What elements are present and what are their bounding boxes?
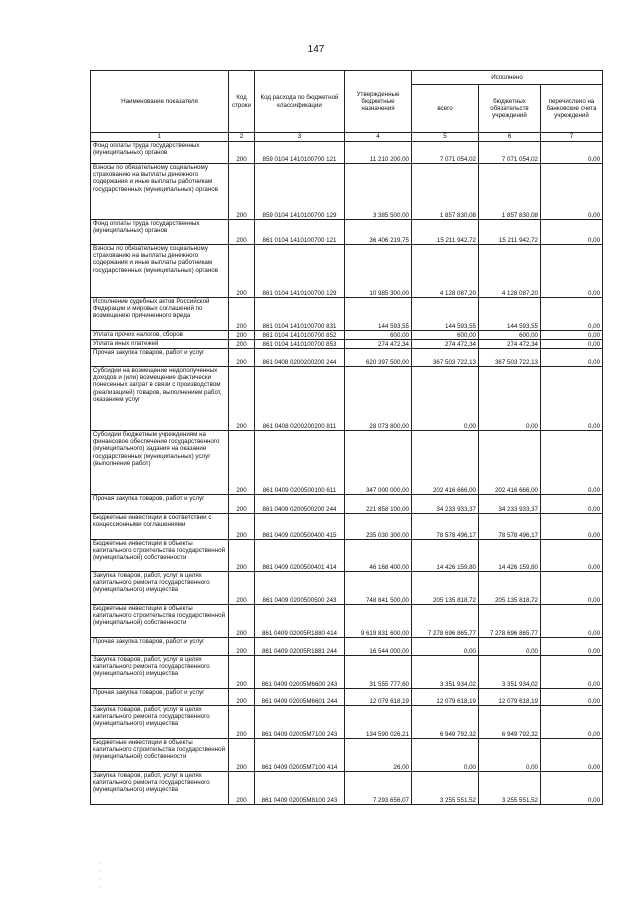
row-line-code-cell: 200 [229, 772, 255, 805]
row-transferred-cell: 0,00 [541, 572, 603, 605]
row-transferred-cell: 0,00 [541, 349, 603, 367]
row-approved-cell: 26,00 [345, 739, 412, 772]
row-total-cell: 6 949 792,32 [412, 706, 479, 739]
row-institutions-cell: 205 135 818,72 [479, 572, 541, 605]
row-name-cell: Бюджетные инвестиции в объекты капитального строительства государственной (муниципальной) собственности [91, 739, 229, 772]
row-total-cell: 4 128 087,20 [412, 245, 479, 298]
row-budget-code-cell: 859 0104 1410100700 121 [255, 142, 345, 164]
table-row [91, 331, 603, 340]
header-institutions: бюджетных обязательств учреждений [479, 85, 541, 133]
row-total-cell: 12 079 618,19 [412, 689, 479, 706]
row-line-code-cell: 200 [229, 245, 255, 298]
header-total: всего [412, 85, 479, 133]
row-institutions-cell: 600,00 [479, 331, 541, 340]
row-total-cell: 78 578 496,17 [412, 514, 479, 540]
column-number: 1 [91, 133, 229, 142]
row-line-code-cell: 200 [229, 656, 255, 689]
row-institutions-cell: 202 416 666,00 [479, 431, 541, 495]
row-total-cell: 3 255 551,52 [412, 772, 479, 805]
table-row [91, 298, 603, 331]
row-institutions-cell: 12 079 618,19 [479, 689, 541, 706]
row-total-cell: 0,00 [412, 367, 479, 431]
row-transferred-cell: 0,00 [541, 340, 603, 349]
row-name-cell: Закупка товаров, работ, услуг в целях капитального ремонта государственного (муниципального) имущества [91, 706, 229, 739]
row-approved-cell: 46 168 400,00 [345, 540, 412, 572]
row-name-cell: Фонд оплаты труда государственных (муниципальных) органов [91, 142, 229, 164]
row-approved-cell: 144 593,55 [345, 298, 412, 331]
row-name-cell: Прочая закупка товаров, работ и услуг [91, 689, 229, 706]
row-budget-code-cell: 861 0409 02005M6601 244 [255, 689, 345, 706]
table-row [91, 340, 603, 349]
row-total-cell: 1 857 830,08 [412, 164, 479, 220]
row-approved-cell: 9 619 831 600,00 [345, 605, 412, 638]
row-total-cell: 202 416 666,00 [412, 431, 479, 495]
row-transferred-cell: 0,00 [541, 495, 603, 514]
row-transferred-cell: 0,00 [541, 142, 603, 164]
row-total-cell: 600,00 [412, 331, 479, 340]
row-line-code-cell: 200 [229, 739, 255, 772]
row-line-code-cell: 200 [229, 605, 255, 638]
scan-artifact: · · · · [100, 861, 102, 891]
row-approved-cell: 3 385 500,00 [345, 164, 412, 220]
row-total-cell: 3 351 934,02 [412, 656, 479, 689]
row-budget-code-cell: 861 0104 1410100700 121 [255, 220, 345, 245]
row-transferred-cell: 0,00 [541, 331, 603, 340]
row-approved-cell: 274 472,34 [345, 340, 412, 349]
row-name-cell: Взносы по обязательному социальному страхованию на выплаты денежного содержания и иные выплаты работникам государственных (муниципальных) органов [91, 164, 229, 220]
row-total-cell: 274 472,34 [412, 340, 479, 349]
table-row [91, 572, 603, 605]
row-line-code-cell: 200 [229, 638, 255, 656]
table-row [91, 605, 603, 638]
row-transferred-cell: 0,00 [541, 367, 603, 431]
row-approved-cell: 134 590 026,21 [345, 706, 412, 739]
column-number-row [91, 133, 603, 142]
table-row [91, 706, 603, 739]
row-total-cell: 144 593,55 [412, 298, 479, 331]
row-transferred-cell: 0,00 [541, 706, 603, 739]
row-total-cell: 7 278 696 865,77 [412, 605, 479, 638]
table-row [91, 638, 603, 656]
column-number: 5 [412, 133, 479, 142]
row-approved-cell: 11 210 200,00 [345, 142, 412, 164]
row-institutions-cell: 15 211 942,72 [479, 220, 541, 245]
row-name-cell: Закупка товаров, работ, услуг в целях капитального ремонта государственного (муниципального) имущества [91, 656, 229, 689]
row-name-cell: Бюджетные инвестиции в объекты капитального строительства государственной (муниципальной) собственности [91, 605, 229, 638]
row-approved-cell: 28 073 800,00 [345, 367, 412, 431]
row-budget-code-cell: 861 0104 1410100700 831 [255, 298, 345, 331]
row-budget-code-cell: 861 0409 02005R1881 244 [255, 638, 345, 656]
row-line-code-cell: 200 [229, 367, 255, 431]
row-budget-code-cell: 861 0409 02005R1880 414 [255, 605, 345, 638]
row-transferred-cell: 0,00 [541, 605, 603, 638]
row-transferred-cell: 0,00 [541, 689, 603, 706]
row-budget-code-cell: 859 0104 1410100700 129 [255, 164, 345, 220]
table-row [91, 540, 603, 572]
row-approved-cell: 31 555 777,60 [345, 656, 412, 689]
row-budget-code-cell: 861 0408 0200200200 811 [255, 367, 345, 431]
row-approved-cell: 748 841 500,00 [345, 572, 412, 605]
row-transferred-cell: 0,00 [541, 164, 603, 220]
header-name: Наименование показателя [91, 71, 229, 133]
table-row [91, 349, 603, 367]
table-row [91, 772, 603, 805]
table-row [91, 367, 603, 431]
row-institutions-cell: 274 472,34 [479, 340, 541, 349]
row-transferred-cell: 0,00 [541, 298, 603, 331]
row-line-code-cell: 200 [229, 495, 255, 514]
header-transferred: перечислено на банковские счета учреждений [541, 85, 603, 133]
row-budget-code-cell: 861 0409 0200500500 243 [255, 572, 345, 605]
row-approved-cell: 600,00 [345, 331, 412, 340]
table-row [91, 142, 603, 164]
row-institutions-cell: 78 578 496,17 [479, 514, 541, 540]
row-total-cell: 15 211 942,72 [412, 220, 479, 245]
row-budget-code-cell: 861 0408 0200200200 244 [255, 349, 345, 367]
table-row [91, 739, 603, 772]
row-total-cell: 7 071 054,02 [412, 142, 479, 164]
row-name-cell: Субсидии на возмещение недополученных доходов и (или) возмещение фактически понесенных затрат в связи с производством (реализацией) товаров, выполнением работ, оказанием услуг [91, 367, 229, 431]
row-name-cell: Бюджетные инвестиции в соответствии с концессионными соглашениями [91, 514, 229, 540]
table-row [91, 689, 603, 706]
row-institutions-cell: 6 949 792,32 [479, 706, 541, 739]
column-number: 3 [255, 133, 345, 142]
row-budget-code-cell: 861 0409 0200500100 611 [255, 431, 345, 495]
row-institutions-cell: 367 503 722,13 [479, 349, 541, 367]
row-line-code-cell: 200 [229, 349, 255, 367]
row-name-cell: Исполнение судебных актов Российской Федерации и мировых соглашений по возмещению причиненного вреда [91, 298, 229, 331]
row-institutions-cell: 1 857 830,08 [479, 164, 541, 220]
row-approved-cell: 12 079 618,19 [345, 689, 412, 706]
table-row [91, 220, 603, 245]
row-transferred-cell: 0,00 [541, 656, 603, 689]
header-budget-code: Код расхода по бюджетной классификации [255, 71, 345, 133]
row-name-cell: Взносы по обязательному социальному страхованию на выплаты денежного содержания и иные выплаты работникам государственных (муниципальных) органов [91, 245, 229, 298]
row-approved-cell: 221 858 100,00 [345, 495, 412, 514]
row-line-code-cell: 200 [229, 514, 255, 540]
row-approved-cell: 620 397 500,00 [345, 349, 412, 367]
header-line-code: Код строки [229, 71, 255, 133]
row-transferred-cell: 0,00 [541, 514, 603, 540]
row-budget-code-cell: 861 0409 02005M6600 243 [255, 656, 345, 689]
row-institutions-cell: 0,00 [479, 367, 541, 431]
column-number: 2 [229, 133, 255, 142]
row-budget-code-cell: 861 0409 02005M8100 243 [255, 772, 345, 805]
row-approved-cell: 347 000 000,00 [345, 431, 412, 495]
row-institutions-cell: 0,00 [479, 638, 541, 656]
header-approved: Утвержденные бюджетные назначения [345, 71, 412, 133]
row-budget-code-cell: 861 0409 02005M7100 414 [255, 739, 345, 772]
row-transferred-cell: 0,00 [541, 245, 603, 298]
table-row [91, 431, 603, 495]
row-budget-code-cell: 861 0104 1410100700 853 [255, 340, 345, 349]
row-transferred-cell: 0,00 [541, 638, 603, 656]
row-name-cell: Уплата прочих налогов, сборов [91, 331, 229, 340]
row-name-cell: Прочая закупка товаров, работ и услуг [91, 495, 229, 514]
row-line-code-cell: 200 [229, 340, 255, 349]
row-line-code-cell: 200 [229, 298, 255, 331]
row-institutions-cell: 0,00 [479, 739, 541, 772]
table-row [91, 656, 603, 689]
row-institutions-cell: 7 071 054,02 [479, 142, 541, 164]
row-total-cell: 0,00 [412, 739, 479, 772]
row-total-cell: 205 135 818,72 [412, 572, 479, 605]
table-row [91, 495, 603, 514]
row-budget-code-cell: 861 0409 0200500400 415 [255, 514, 345, 540]
row-budget-code-cell: 861 0409 0200500401 414 [255, 540, 345, 572]
table-row [91, 514, 603, 540]
row-line-code-cell: 200 [229, 706, 255, 739]
row-total-cell: 0,00 [412, 638, 479, 656]
row-transferred-cell: 0,00 [541, 739, 603, 772]
row-approved-cell: 36 406 219,75 [345, 220, 412, 245]
row-line-code-cell: 200 [229, 142, 255, 164]
row-line-code-cell: 200 [229, 220, 255, 245]
row-total-cell: 34 233 933,37 [412, 495, 479, 514]
table-row [91, 245, 603, 298]
row-institutions-cell: 3 351 934,02 [479, 656, 541, 689]
column-number: 6 [479, 133, 541, 142]
row-name-cell: Прочая закупка товаров, работ и услуг [91, 638, 229, 656]
table-row [91, 164, 603, 220]
row-institutions-cell: 14 426 159,80 [479, 540, 541, 572]
row-name-cell: Субсидии бюджетным учреждениям на финансовое обеспечение государственного (муниципального) задания на оказание государственных (муниципальных) услуг (выполнение работ) [91, 431, 229, 495]
row-approved-cell: 10 985 300,00 [345, 245, 412, 298]
column-number: 7 [541, 133, 603, 142]
row-approved-cell: 235 030 300,00 [345, 514, 412, 540]
row-institutions-cell: 144 593,55 [479, 298, 541, 331]
row-budget-code-cell: 861 0409 0200500200 244 [255, 495, 345, 514]
row-name-cell: Фонд оплаты труда государственных (муниципальных) органов [91, 220, 229, 245]
row-institutions-cell: 3 255 551,52 [479, 772, 541, 805]
row-name-cell: Прочая закупка товаров, работ и услуг [91, 349, 229, 367]
row-transferred-cell: 0,00 [541, 431, 603, 495]
row-approved-cell: 7 293 656,07 [345, 772, 412, 805]
row-total-cell: 14 426 159,80 [412, 540, 479, 572]
row-transferred-cell: 0,00 [541, 772, 603, 805]
row-name-cell: Бюджетные инвестиции в объекты капитального строительства государственной (муниципальной) собственности [91, 540, 229, 572]
row-budget-code-cell: 861 0104 1410100700 129 [255, 245, 345, 298]
row-line-code-cell: 200 [229, 331, 255, 340]
row-name-cell: Уплата иных платежей [91, 340, 229, 349]
row-line-code-cell: 200 [229, 431, 255, 495]
row-transferred-cell: 0,00 [541, 220, 603, 245]
column-number: 4 [345, 133, 412, 142]
row-budget-code-cell: 861 0409 02005M7100 243 [255, 706, 345, 739]
row-institutions-cell: 7 278 696 865,77 [479, 605, 541, 638]
row-name-cell: Закупка товаров, работ, услуг в целях капитального ремонта государственного (муниципального) имущества [91, 572, 229, 605]
row-transferred-cell: 0,00 [541, 540, 603, 572]
row-institutions-cell: 4 128 087,20 [479, 245, 541, 298]
row-line-code-cell: 200 [229, 572, 255, 605]
row-total-cell: 367 503 722,13 [412, 349, 479, 367]
row-line-code-cell: 200 [229, 540, 255, 572]
page-number: 147 [307, 44, 325, 55]
table-body [91, 142, 603, 805]
row-line-code-cell: 200 [229, 689, 255, 706]
row-approved-cell: 16 544 000,00 [345, 638, 412, 656]
row-budget-code-cell: 861 0104 1410100700 852 [255, 331, 345, 340]
header-executed: Исполнено [412, 71, 603, 85]
budget-execution-table [90, 70, 603, 805]
row-name-cell: Закупка товаров, работ, услуг в целях капитального ремонта государственного (муниципального) имущества [91, 772, 229, 805]
row-line-code-cell: 200 [229, 164, 255, 220]
row-institutions-cell: 34 233 933,37 [479, 495, 541, 514]
